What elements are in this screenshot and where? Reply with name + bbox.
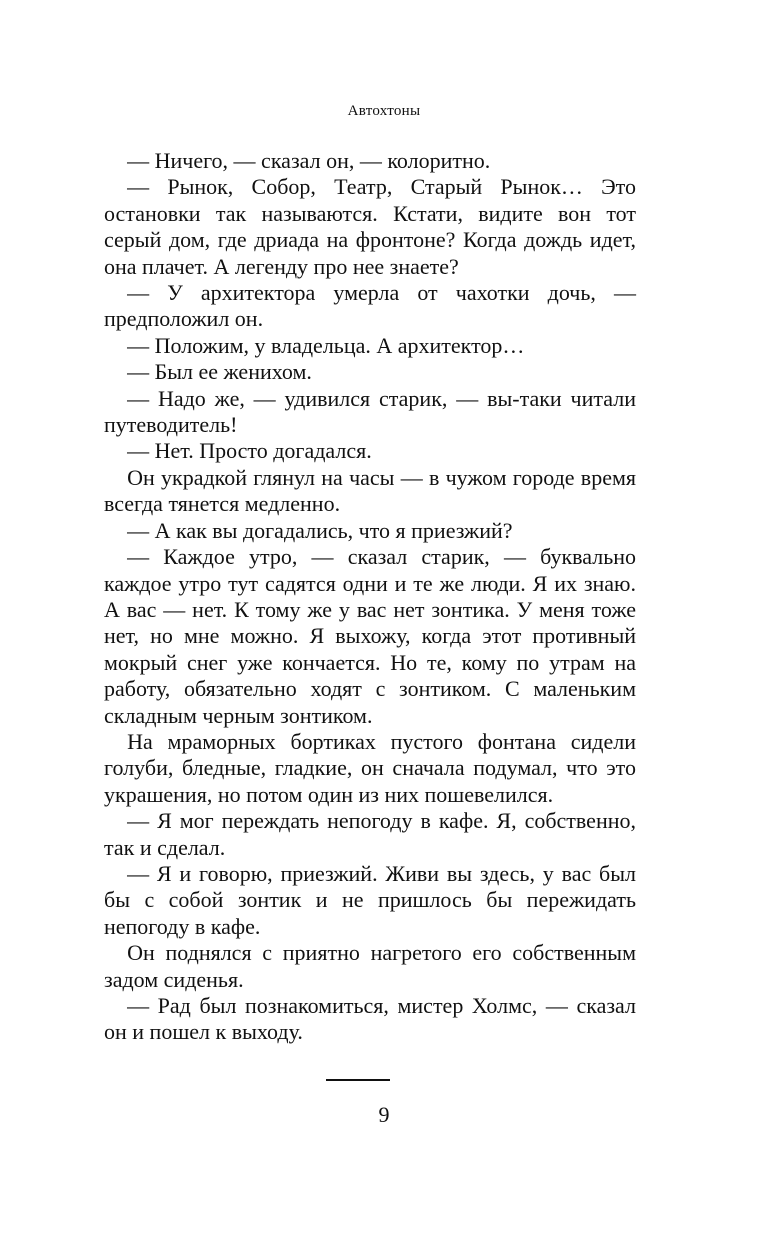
paragraph: — У архитектора умерла от чахотки дочь, — предположил он. (104, 280, 636, 332)
paragraph: — Нет. Просто догадался. (127, 438, 372, 464)
paragraph: — Был ее женихом. (127, 359, 312, 385)
paragraph: — Надо же, — удивился старик, — вы-таки читали путеводитель! (104, 385, 636, 438)
paragraph: — Ничего, — сказал он, — колоритно. (127, 148, 491, 173)
page-number: 9 (378, 1102, 390, 1127)
paragraph: Он украдкой глянул на часы — в чужом городе время всегда тянется медленно. (104, 464, 636, 517)
paragraph: — Рад был познакомиться, мистер Холмс, — сказал он и пошел к выходу. (104, 993, 636, 1045)
paragraph: — А как вы догадались, что я приезжий? (127, 517, 513, 543)
body-text (104, 148, 636, 1046)
paragraph: — Каждое утро, — сказал старик, — буквально каждое утро тут садятся одни и те же люди. Я их знаю. А вас — нет. К тому же у вас нет зонтика. У меня тоже нет, но мне можно. Я выхожу, когда этот противный мокрый снег уже кончается. Но те, кому по утрам на работу, обязательно ходят с зонтиком. С маленьким складным черным зонтиком. (104, 544, 636, 728)
paragraph: Он поднялся с приятно нагретого его собственным задом сиденья. (104, 940, 636, 992)
paragraph: — Рынок, Собор, Театр, Старый Рынок… Это остановки так называются. Кстати, видите вон тот серый дом, где дриада на фронтоне? Когда дождь идет, она плачет. А легенду про нее знаете? (104, 174, 636, 279)
paragraph: — Я мог переждать непогоду в кафе. Я, собственно, так и сделал. (104, 808, 636, 860)
footer-rule (326, 1079, 390, 1081)
paragraph: На мраморных бортиках пустого фонтана сидели голуби, бледные, гладкие, он сначала подумал, что это украшения, но потом один из них пошевелился. (104, 728, 636, 807)
running-title: Автохтоны (347, 103, 421, 119)
paragraph: — Положим, у владельца. А архитектор… (127, 332, 525, 358)
paragraph: — Я и говорю, приезжий. Живи вы здесь, у вас был бы с собой зонтик и не пришлось бы пережидать непогоду в кафе. (104, 860, 636, 939)
